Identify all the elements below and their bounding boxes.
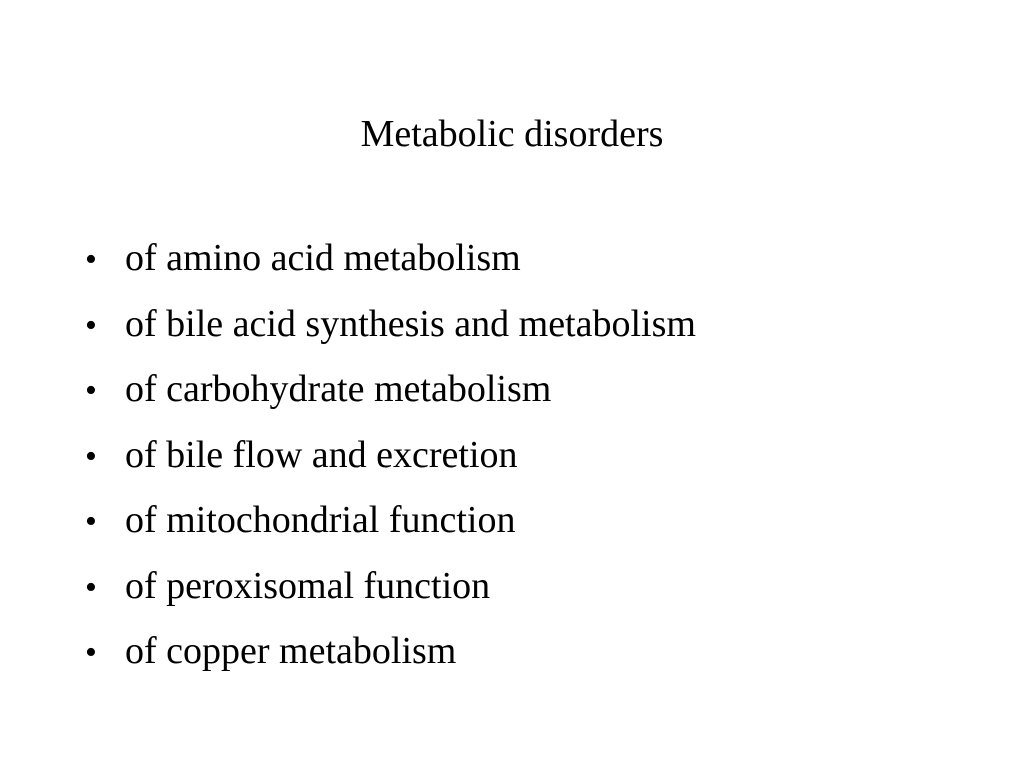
bullet-text: of amino acid metabolism [125, 237, 521, 279]
slide-title: Metabolic disorders [360, 113, 664, 155]
bullet-item [85, 554, 985, 620]
bullet-item [85, 423, 985, 489]
bullet-item [85, 357, 985, 423]
bullet-icon: • [85, 568, 97, 606]
bullet-icon: • [85, 241, 97, 278]
bullet-item [85, 292, 985, 358]
bullet-icon: • [85, 634, 97, 671]
bullet-item [85, 619, 985, 685]
bullet-icon: • [85, 503, 97, 540]
bullet-text: of peroxisomal function [125, 564, 491, 607]
bullet-text: of bile flow and excretion [125, 433, 518, 476]
bullet-list [85, 226, 985, 685]
bullet-item [85, 226, 985, 292]
bullet-icon: • [85, 306, 97, 344]
bullet-icon: • [85, 372, 97, 409]
bullet-text: of carbohydrate metabolism [125, 368, 552, 410]
bullet-icon: • [85, 437, 97, 475]
bullet-text: of bile acid synthesis and metabolism [125, 302, 696, 345]
bullet-text: of copper metabolism [125, 630, 457, 672]
bullet-text: of mitochondrial function [125, 499, 516, 541]
bullet-item [85, 488, 985, 554]
